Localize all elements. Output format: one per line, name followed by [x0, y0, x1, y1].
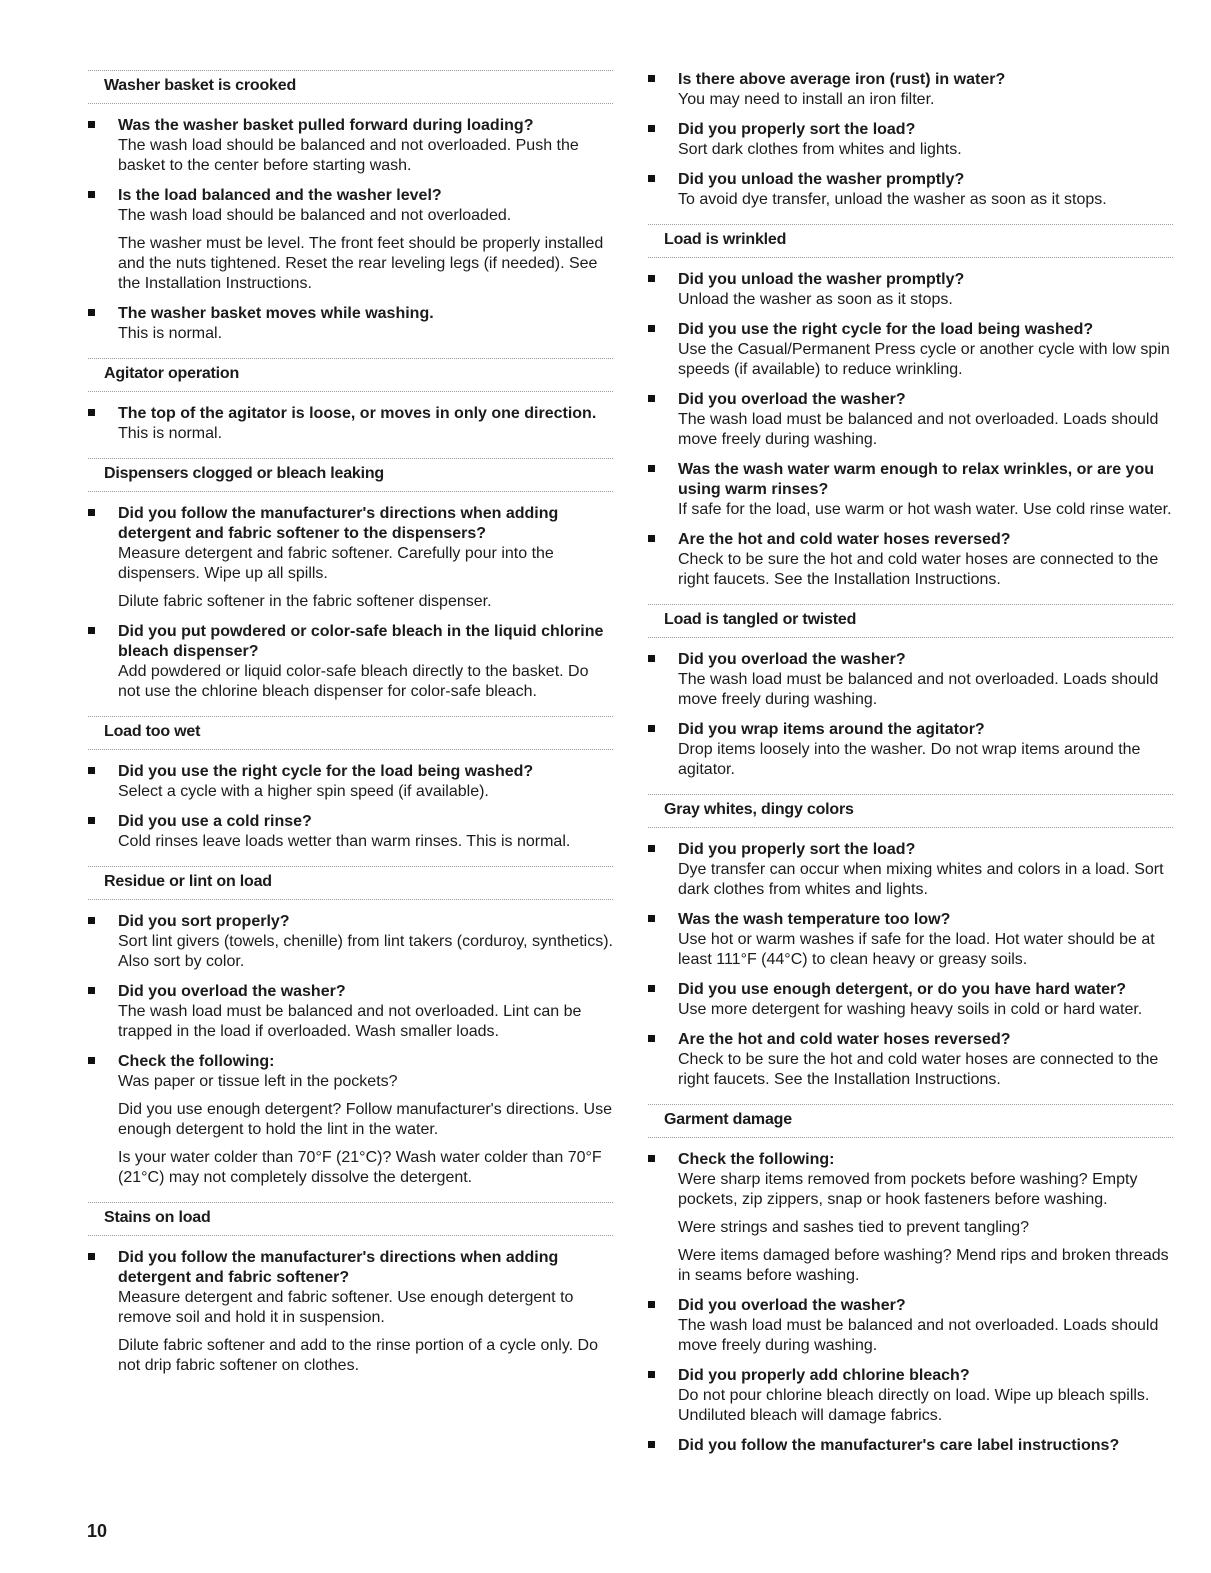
- answer-text: Is your water colder than 70°F (21°C)? Wash water colder than 70°F (21°C) may not completely dissolve the detergent.: [118, 1149, 602, 1186]
- question-text: Did you properly sort the load?: [678, 121, 916, 138]
- square-bullet-icon: [648, 845, 655, 852]
- answer-text: Do not pour chlorine bleach directly on load. Wipe up bleach spills. Undiluted bleach will damage fabrics.: [678, 1387, 1150, 1424]
- square-bullet-icon: [648, 465, 655, 472]
- troubleshooting-item: [88, 1052, 613, 1188]
- square-bullet-icon: [88, 627, 95, 634]
- square-bullet-icon: [648, 125, 655, 132]
- answer-text: The washer must be level. The front feet should be properly installed and the nuts tightened. Reset the rear leveling legs (if needed). See the Installation Instructions.: [118, 235, 604, 292]
- answer-text: You may need to install an iron filter.: [678, 91, 935, 108]
- answer-text: The wash load should be balanced and not overloaded. Push the basket to the center before starting wash.: [118, 137, 579, 174]
- question-text: Did you overload the washer?: [118, 983, 346, 1000]
- question-text: Was the wash water warm enough to relax wrinkles, or are you using warm rinses?: [678, 461, 1154, 498]
- section-agitator-operation: [88, 358, 613, 444]
- answer-text: The wash load must be balanced and not overloaded. Loads should move freely during washing.: [678, 671, 1159, 708]
- troubleshooting-item: [648, 170, 1173, 210]
- square-bullet-icon: [88, 767, 95, 774]
- section-garment-damage: [648, 1104, 1173, 1456]
- troubleshooting-item: [648, 980, 1173, 1020]
- question-text: Did you unload the washer promptly?: [678, 271, 965, 288]
- square-bullet-icon: [648, 915, 655, 922]
- troubleshooting-item: [648, 1030, 1173, 1090]
- section-title: Garment damage: [664, 1111, 792, 1128]
- troubleshooting-item: [88, 982, 613, 1042]
- answer-text: Use hot or warm washes if safe for the load. Hot water should be at least 111°F (44°C) to clean heavy or greasy soils.: [678, 931, 1155, 968]
- right-column: [648, 70, 1173, 1470]
- answer-text: Dilute fabric softener in the fabric softener dispenser.: [118, 593, 492, 610]
- troubleshooting-item: [648, 1436, 1173, 1456]
- question-text: Did you put powdered or color-safe bleach in the liquid chlorine bleach dispenser?: [118, 623, 604, 660]
- troubleshooting-item: [88, 812, 613, 852]
- troubleshooting-item: [88, 186, 613, 294]
- troubleshooting-item: [88, 1248, 613, 1376]
- troubleshooting-item: [648, 1366, 1173, 1426]
- answer-text: The wash load must be balanced and not overloaded. Loads should move freely during washing.: [678, 1317, 1159, 1354]
- section-dispensers-clogged-or-bleach-leaking: [88, 458, 613, 702]
- troubleshooting-item: [88, 912, 613, 972]
- answer-text: This is normal.: [118, 325, 223, 342]
- section-title: Stains on load: [104, 1209, 211, 1226]
- question-text: Did you overload the washer?: [678, 651, 906, 668]
- answer-text: Were sharp items removed from pockets before washing? Empty pockets, zip zippers, snap or hook fasteners before washing.: [678, 1171, 1138, 1208]
- square-bullet-icon: [88, 1253, 95, 1260]
- question-text: Are the hot and cold water hoses reversed?: [678, 531, 1011, 548]
- question-text: Did you use the right cycle for the load being washed?: [678, 321, 1094, 338]
- answer-text: Use the Casual/Permanent Press cycle or another cycle with low spin speeds (if available) to reduce wrinkling.: [678, 341, 1170, 378]
- square-bullet-icon: [648, 1155, 655, 1162]
- section-title: Agitator operation: [104, 365, 240, 382]
- square-bullet-icon: [88, 1057, 95, 1064]
- section-gray-whites-dingy-colors: [648, 794, 1173, 1090]
- question-text: Did you properly sort the load?: [678, 841, 916, 858]
- question-text: Did you properly add chlorine bleach?: [678, 1367, 970, 1384]
- section-header: [88, 458, 613, 492]
- question-text: Check the following:: [678, 1151, 835, 1168]
- square-bullet-icon: [648, 1371, 655, 1378]
- question-text: The top of the agitator is loose, or moves in only one direction.: [118, 405, 597, 422]
- section-header: [648, 224, 1173, 258]
- section-stains-on-load: [88, 1202, 613, 1376]
- answer-text: Did you use enough detergent? Follow manufacturer's directions. Use enough detergent to hold the lint in the water.: [118, 1101, 612, 1138]
- question-text: Did you follow the manufacturer's directions when adding detergent and fabric softener to the dispensers?: [118, 505, 559, 542]
- answer-text: To avoid dye transfer, unload the washer as soon as it stops.: [678, 191, 1107, 208]
- section-header: [648, 794, 1173, 828]
- section-header: [88, 358, 613, 392]
- troubleshooting-item: [648, 840, 1173, 900]
- section-header: [88, 716, 613, 750]
- square-bullet-icon: [88, 191, 95, 198]
- question-text: Is there above average iron (rust) in water?: [678, 71, 1006, 88]
- question-text: Did you overload the washer?: [678, 1297, 906, 1314]
- answer-text: Add powdered or liquid color-safe bleach directly to the basket. Do not use the chlorine bleach dispenser for color-safe bleach.: [118, 663, 589, 700]
- section-header: [648, 1104, 1173, 1138]
- square-bullet-icon: [88, 121, 95, 128]
- question-text: Did you overload the washer?: [678, 391, 906, 408]
- section-washer-basket-is-crooked: [88, 70, 613, 344]
- question-text: Did you follow the manufacturer's directions when adding detergent and fabric softener?: [118, 1249, 559, 1286]
- troubleshooting-item: [648, 650, 1173, 710]
- answer-text: The wash load must be balanced and not overloaded. Loads should move freely during washing.: [678, 411, 1159, 448]
- troubleshooting-item: [88, 622, 613, 702]
- troubleshooting-item: [648, 390, 1173, 450]
- answer-text: Unload the washer as soon as it stops.: [678, 291, 953, 308]
- troubleshooting-item: [648, 320, 1173, 380]
- square-bullet-icon: [88, 917, 95, 924]
- troubleshooting-item: [88, 116, 613, 176]
- section-header: [88, 1202, 613, 1236]
- troubleshooting-item: [88, 504, 613, 612]
- section-title: Gray whites, dingy colors: [664, 801, 854, 818]
- answer-text: Measure detergent and fabric softener. Carefully pour into the dispensers. Wipe up all spills.: [118, 545, 554, 582]
- answer-text: Dilute fabric softener and add to the rinse portion of a cycle only. Do not drip fabric softener on clothes.: [118, 1337, 598, 1374]
- section-header: [88, 70, 613, 104]
- troubleshooting-item: [648, 70, 1173, 110]
- troubleshooting-item: [648, 1150, 1173, 1286]
- troubleshooting-item: [88, 304, 613, 344]
- troubleshooting-item: [648, 910, 1173, 970]
- troubleshooting-item: [648, 720, 1173, 780]
- question-text: Did you sort properly?: [118, 913, 290, 930]
- question-text: Was the wash temperature too low?: [678, 911, 951, 928]
- square-bullet-icon: [648, 1035, 655, 1042]
- troubleshooting-item: [648, 120, 1173, 160]
- question-text: Did you unload the washer promptly?: [678, 171, 965, 188]
- section-title: Residue or lint on load: [104, 873, 272, 890]
- section-title: Load is tangled or twisted: [664, 611, 857, 628]
- square-bullet-icon: [88, 817, 95, 824]
- square-bullet-icon: [648, 75, 655, 82]
- section-intro: [648, 70, 1173, 210]
- square-bullet-icon: [648, 395, 655, 402]
- section-header: [648, 604, 1173, 638]
- question-text: Did you follow the manufacturer's care label instructions?: [678, 1437, 1120, 1454]
- answer-text: The wash load should be balanced and not overloaded.: [118, 207, 512, 224]
- section-residue-or-lint-on-load: [88, 866, 613, 1188]
- square-bullet-icon: [648, 1301, 655, 1308]
- square-bullet-icon: [648, 175, 655, 182]
- square-bullet-icon: [648, 655, 655, 662]
- question-text: Is the load balanced and the washer level?: [118, 187, 442, 204]
- answer-text: If safe for the load, use warm or hot wash water. Use cold rinse water.: [678, 501, 1172, 518]
- answer-text: Drop items loosely into the washer. Do not wrap items around the agitator.: [678, 741, 1141, 778]
- question-text: Did you use enough detergent, or do you have hard water?: [678, 981, 1127, 998]
- section-title: Load too wet: [104, 723, 201, 740]
- square-bullet-icon: [88, 309, 95, 316]
- troubleshooting-item: [88, 762, 613, 802]
- answer-text: Check to be sure the hot and cold water hoses are connected to the right faucets. See the Installation Instructions.: [678, 551, 1159, 588]
- section-title: Load is wrinkled: [664, 231, 787, 248]
- troubleshooting-item: [648, 460, 1173, 520]
- answer-text: Were items damaged before washing? Mend rips and broken threads in seams before washing.: [678, 1247, 1169, 1284]
- troubleshooting-item: [88, 404, 613, 444]
- answer-text: Measure detergent and fabric softener. Use enough detergent to remove soil and hold it in suspension.: [118, 1289, 574, 1326]
- question-text: Was the washer basket pulled forward during loading?: [118, 117, 534, 134]
- answer-text: Was paper or tissue left in the pockets?: [118, 1073, 398, 1090]
- answer-text: Select a cycle with a higher spin speed (if available).: [118, 783, 489, 800]
- answer-text: This is normal.: [118, 425, 223, 442]
- square-bullet-icon: [648, 985, 655, 992]
- square-bullet-icon: [648, 325, 655, 332]
- troubleshooting-item: [648, 270, 1173, 310]
- square-bullet-icon: [88, 509, 95, 516]
- question-text: The washer basket moves while washing.: [118, 305, 434, 322]
- question-text: Are the hot and cold water hoses reversed?: [678, 1031, 1011, 1048]
- square-bullet-icon: [88, 987, 95, 994]
- answer-text: Cold rinses leave loads wetter than warm rinses. This is normal.: [118, 833, 571, 850]
- troubleshooting-item: [648, 530, 1173, 590]
- left-column: [88, 70, 613, 1390]
- question-text: Did you use a cold rinse?: [118, 813, 312, 830]
- question-text: Did you use the right cycle for the load being washed?: [118, 763, 534, 780]
- answer-text: Sort lint givers (towels, chenille) from lint takers (corduroy, synthetics). Also sort by color.: [118, 933, 613, 970]
- page-number: 10: [87, 1521, 108, 1541]
- square-bullet-icon: [648, 275, 655, 282]
- answer-text: Dye transfer can occur when mixing whites and colors in a load. Sort dark clothes from whites and lights.: [678, 861, 1164, 898]
- square-bullet-icon: [648, 1441, 655, 1448]
- square-bullet-icon: [88, 409, 95, 416]
- section-load-is-wrinkled: [648, 224, 1173, 590]
- section-title: Dispensers clogged or bleach leaking: [104, 465, 385, 482]
- answer-text: Were strings and sashes tied to prevent tangling?: [678, 1219, 1030, 1236]
- section-load-is-tangled-or-twisted: [648, 604, 1173, 780]
- square-bullet-icon: [648, 535, 655, 542]
- troubleshooting-item: [648, 1296, 1173, 1356]
- section-load-too-wet: [88, 716, 613, 852]
- answer-text: Sort dark clothes from whites and lights.: [678, 141, 962, 158]
- section-title: Washer basket is crooked: [104, 77, 297, 94]
- question-text: Check the following:: [118, 1053, 275, 1070]
- question-text: Did you wrap items around the agitator?: [678, 721, 985, 738]
- answer-text: Use more detergent for washing heavy soils in cold or hard water.: [678, 1001, 1143, 1018]
- square-bullet-icon: [648, 725, 655, 732]
- answer-text: The wash load must be balanced and not overloaded. Lint can be trapped in the load if overloaded. Wash smaller loads.: [118, 1003, 582, 1040]
- answer-text: Check to be sure the hot and cold water hoses are connected to the right faucets. See the Installation Instructions.: [678, 1051, 1159, 1088]
- section-header: [88, 866, 613, 900]
